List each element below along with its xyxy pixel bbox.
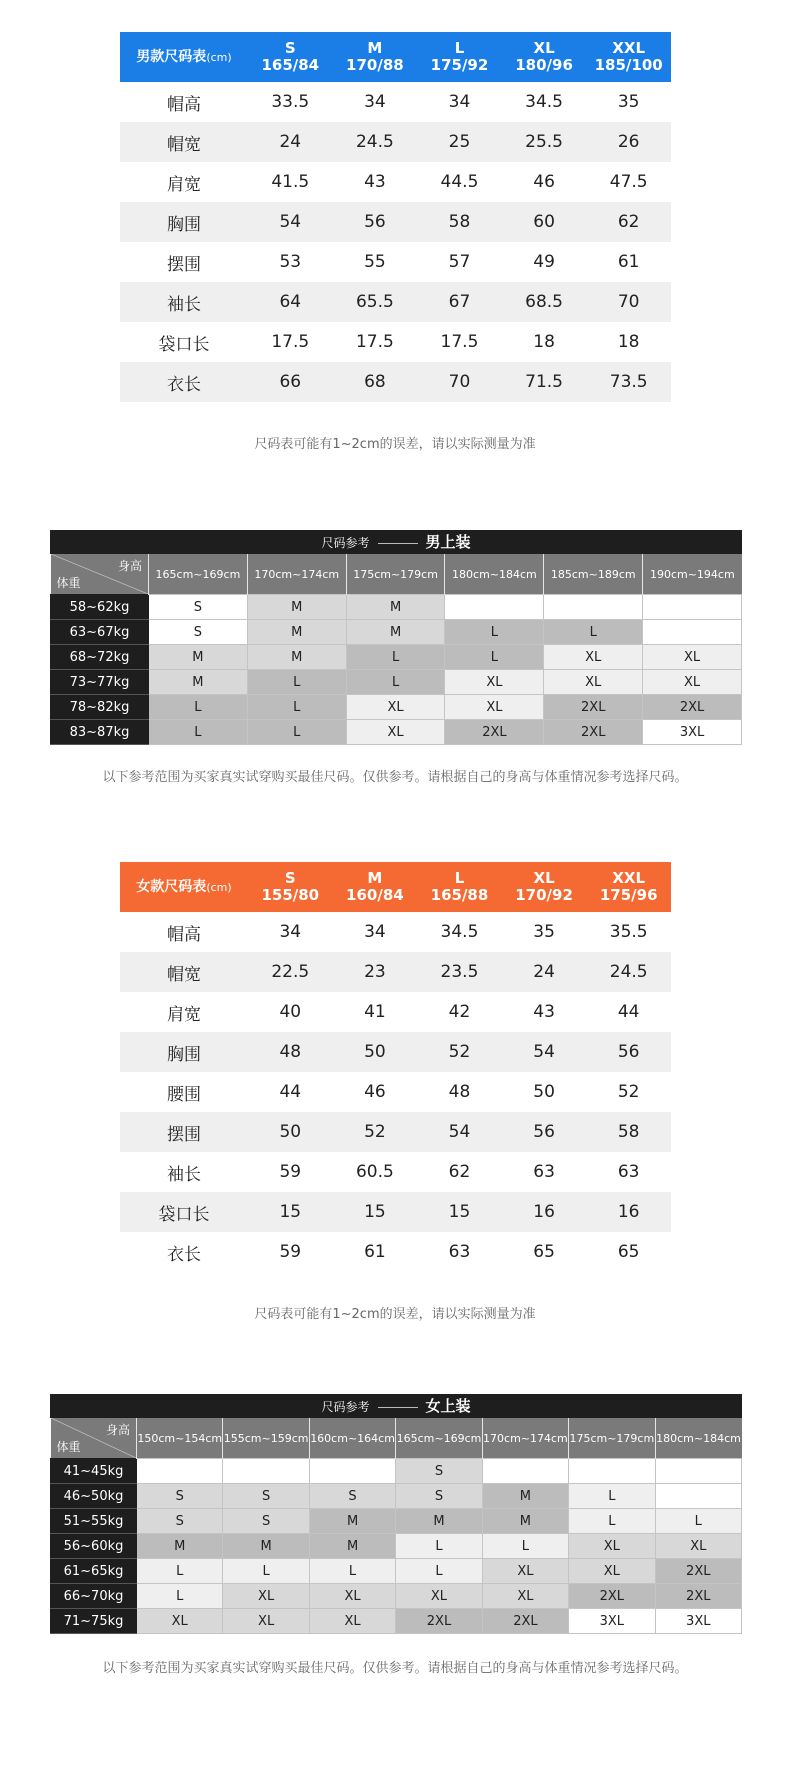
measurement-value: 60.5 [355, 1162, 394, 1182]
rec-size-cell: L [247, 695, 346, 720]
rec-size-cell: S [396, 1484, 482, 1509]
rec-size-cell: XL [482, 1559, 568, 1584]
height-header: 155cm~159cm [223, 1418, 309, 1459]
measurement-label: 袖长 [120, 282, 248, 322]
rec-size-cell: L [544, 620, 643, 645]
rec-size-cell: L [149, 695, 248, 720]
rec-size-cell: 2XL [643, 695, 742, 720]
measurement-value: 54 [502, 1032, 587, 1072]
measurement-value: 34 [279, 922, 302, 942]
measurement-value: 63 [448, 1242, 471, 1262]
men-rec-table [50, 554, 742, 745]
size-chart-row [120, 952, 671, 992]
weight-label: 83~87kg [51, 720, 149, 745]
rec-row [51, 1609, 742, 1634]
measurement-label: 胸围 [120, 1032, 248, 1072]
rec-size-cell: S [137, 1509, 223, 1534]
women-rec-note: 以下参考范围为买家真实试穿购买最佳尺码。仅供参考。请根据自己的身高与体重情况参考选择尺码。 [102, 1661, 688, 1676]
weight-label: 51~55kg [51, 1509, 137, 1534]
measurement-label: 摆围 [167, 254, 201, 275]
measurement-value: 34.5 [440, 922, 479, 942]
weight-label: 78~82kg [51, 695, 149, 720]
rec-size-cell: XL [346, 695, 445, 720]
rec-size-cell: M [309, 1534, 395, 1559]
measurement-value: 33.5 [271, 92, 310, 112]
measurement-value: 16 [502, 1192, 587, 1232]
measurement-value: 24.5 [333, 122, 418, 162]
rec-row [51, 695, 742, 720]
rec-size-cell: M [346, 620, 445, 645]
rec-size-cell: XL [643, 645, 742, 670]
men-rec-title-bar [50, 530, 742, 554]
height-header: 150cm~154cm [137, 1418, 223, 1459]
rec-size-cell: S [223, 1509, 309, 1534]
height-header: 175cm~179cm [346, 554, 445, 595]
measurement-value: 65.5 [333, 282, 418, 322]
measurement-value: 68 [333, 362, 418, 402]
rec-size-cell: S [149, 595, 248, 620]
rec-corner: 身高 体重 [51, 554, 149, 595]
men-size-recommendation [50, 530, 742, 745]
size-chart-row [120, 992, 671, 1032]
rec-size-cell: L [137, 1559, 223, 1584]
rec-size-cell: L [137, 1584, 223, 1609]
measurement-value: 41 [364, 1002, 386, 1022]
men-size-chart-title: 男款尺码表(cm) [120, 32, 248, 82]
women-size-chart-body [120, 912, 671, 1272]
size-header: L 165/88 [417, 862, 502, 912]
height-header: 170cm~174cm [247, 554, 346, 595]
measurement-value: 41.5 [271, 172, 310, 192]
rec-size-cell: L [309, 1559, 395, 1584]
size-chart-row [120, 1112, 671, 1152]
women-size-chart-title: 女款尺码表(cm) [120, 862, 248, 912]
rec-size-cell: L [445, 645, 544, 670]
measurement-label: 肩宽 [167, 174, 201, 195]
measurement-value: 62 [586, 202, 671, 242]
measurement-value: 54 [417, 1112, 502, 1152]
measurement-value: 25.5 [502, 122, 587, 162]
measurement-value: 56 [586, 1032, 671, 1072]
size-chart-row [120, 242, 671, 282]
weight-label: 58~62kg [51, 595, 149, 620]
size-header: XL 180/96 [502, 32, 587, 82]
rec-size-cell [445, 595, 544, 620]
rec-size-cell: 2XL [655, 1559, 741, 1584]
rec-size-cell [309, 1459, 395, 1484]
rec-size-cell: M [223, 1534, 309, 1559]
measurement-value: 71.5 [502, 362, 587, 402]
measurement-value: 35 [533, 922, 555, 942]
measurement-value: 50 [533, 1082, 555, 1102]
men-size-chart-header [120, 32, 671, 82]
size-chart-row [120, 162, 671, 202]
measurement-value: 15 [333, 1192, 418, 1232]
rec-size-cell: L [569, 1484, 655, 1509]
measurement-value: 17.5 [271, 332, 310, 352]
rec-size-cell: L [346, 645, 445, 670]
rec-size-cell: XL [643, 670, 742, 695]
rec-size-cell: XL [396, 1584, 482, 1609]
weight-label: 56~60kg [51, 1534, 137, 1559]
rec-size-cell: XL [137, 1609, 223, 1634]
rec-size-cell: XL [655, 1534, 741, 1559]
measurement-value: 18 [617, 332, 640, 352]
rec-row [51, 645, 742, 670]
rec-size-cell: 3XL [655, 1609, 741, 1634]
women-size-chart-note: 尺码表可能有1~2cm的误差，请以实际测量为准 [254, 1307, 536, 1322]
measurement-value: 16 [586, 1192, 671, 1232]
measurement-label: 袋口长 [158, 334, 210, 355]
rec-size-cell: L [655, 1509, 741, 1534]
measurement-label: 摆围 [120, 1112, 248, 1152]
measurement-value: 46 [364, 1082, 386, 1102]
men-size-chart [120, 32, 671, 402]
measurement-value: 65 [533, 1242, 555, 1262]
measurement-value: 24 [502, 952, 587, 992]
measurement-value: 59 [279, 1242, 302, 1262]
rec-size-cell: XL [569, 1559, 655, 1584]
rec-row [51, 595, 742, 620]
measurement-value: 52 [333, 1112, 418, 1152]
measurement-value: 66 [248, 362, 333, 402]
rec-size-cell: 3XL [643, 720, 742, 745]
measurement-value: 65 [617, 1242, 640, 1262]
rec-size-cell [655, 1459, 741, 1484]
rec-size-cell: M [247, 620, 346, 645]
rec-row [51, 720, 742, 745]
measurement-value: 23.5 [417, 952, 502, 992]
rec-size-cell: M [247, 645, 346, 670]
rec-corner: 身高 体重 [51, 1418, 137, 1459]
rec-size-cell: M [149, 670, 248, 695]
women-size-recommendation [50, 1394, 742, 1634]
weight-label: 66~70kg [51, 1584, 137, 1609]
size-chart-row [120, 282, 671, 322]
size-chart-row [120, 362, 671, 402]
rec-row [51, 670, 742, 695]
size-header: XL 170/92 [502, 862, 587, 912]
measurement-value: 47.5 [609, 172, 648, 192]
rec-size-cell: L [346, 670, 445, 695]
rec-size-cell: L [445, 620, 544, 645]
measurement-value: 46 [533, 172, 555, 192]
measurement-value: 23 [333, 952, 418, 992]
women-size-chart-header [120, 862, 671, 912]
measurement-value: 61 [617, 252, 640, 272]
rec-row [51, 1584, 742, 1609]
rec-size-cell [137, 1459, 223, 1484]
rec-size-cell: M [482, 1509, 568, 1534]
measurement-value: 73.5 [586, 362, 671, 402]
size-header: M 170/88 [333, 32, 418, 82]
rec-size-cell: 2XL [396, 1609, 482, 1634]
rec-size-cell: 3XL [569, 1609, 655, 1634]
measurement-value: 34 [364, 92, 386, 112]
weight-label: 71~75kg [51, 1609, 137, 1634]
size-chart-row [120, 1152, 671, 1192]
rec-size-cell: XL [569, 1534, 655, 1559]
measurement-value: 48 [448, 1082, 471, 1102]
measurement-value: 56 [502, 1112, 587, 1152]
rec-size-cell: 2XL [544, 695, 643, 720]
measurement-label: 袋口长 [120, 1192, 248, 1232]
measurement-value: 61 [364, 1242, 386, 1262]
height-header: 180cm~184cm [655, 1418, 741, 1459]
weight-label: 46~50kg [51, 1484, 137, 1509]
rec-size-cell: M [137, 1534, 223, 1559]
rec-size-cell: L [569, 1509, 655, 1534]
measurement-value: 63 [533, 1162, 555, 1182]
measurement-label: 袖长 [167, 1164, 201, 1185]
rec-size-cell: L [223, 1559, 309, 1584]
rec-row [51, 1484, 742, 1509]
size-header: XXL 185/100 [586, 32, 671, 82]
measurement-value: 68.5 [502, 282, 587, 322]
height-header: 170cm~174cm [482, 1418, 568, 1459]
rec-size-cell: 2XL [445, 720, 544, 745]
rec-title-small: 尺码参考 [321, 536, 370, 550]
measurement-value: 15 [417, 1192, 502, 1232]
measurement-value: 34 [448, 92, 471, 112]
rec-size-cell: L [149, 720, 248, 745]
measurement-value: 43 [533, 1002, 555, 1022]
rec-size-cell: S [223, 1484, 309, 1509]
rec-size-cell: L [482, 1534, 568, 1559]
rec-row [51, 620, 742, 645]
measurement-label: 胸围 [120, 202, 248, 242]
measurement-value: 44 [617, 1002, 640, 1022]
measurement-label: 衣长 [120, 362, 248, 402]
size-chart-row [120, 1072, 671, 1112]
rec-row [51, 1534, 742, 1559]
measurement-value: 48 [248, 1032, 333, 1072]
height-header: 180cm~184cm [445, 554, 544, 595]
measurement-value: 24 [248, 122, 333, 162]
measurement-label: 肩宽 [167, 1004, 201, 1025]
measurement-value: 35.5 [609, 922, 648, 942]
rec-size-cell: L [396, 1559, 482, 1584]
weight-label: 61~65kg [51, 1559, 137, 1584]
rec-size-cell: XL [544, 645, 643, 670]
rec-size-cell: XL [445, 695, 544, 720]
women-rec-table [50, 1418, 742, 1634]
measurement-label: 衣长 [167, 1244, 201, 1265]
rec-size-cell: L [247, 670, 346, 695]
men-size-chart-body [120, 82, 671, 402]
size-chart-row [120, 1192, 671, 1232]
measurement-value: 22.5 [248, 952, 333, 992]
measurement-value: 60 [502, 202, 587, 242]
measurement-value: 17.5 [440, 332, 479, 352]
women-rec-title-bar [50, 1394, 742, 1418]
measurement-value: 34.5 [525, 92, 563, 112]
measurement-label: 帽宽 [120, 122, 248, 162]
measurement-value: 15 [248, 1192, 333, 1232]
rec-size-cell: S [137, 1484, 223, 1509]
size-chart-row [120, 322, 671, 362]
rec-size-cell: 2XL [655, 1584, 741, 1609]
rec-size-cell [569, 1459, 655, 1484]
rec-size-cell: M [482, 1484, 568, 1509]
size-header: M 160/84 [333, 862, 418, 912]
rec-size-cell: XL [223, 1609, 309, 1634]
rec-size-cell [643, 595, 742, 620]
height-header: 160cm~164cm [309, 1418, 395, 1459]
rec-title-small: 尺码参考 [321, 1400, 370, 1414]
measurement-value: 40 [279, 1002, 302, 1022]
measurement-label: 腰围 [167, 1084, 201, 1105]
men-rec-note: 以下参考范围为买家真实试穿购买最佳尺码。仅供参考。请根据自己的身高与体重情况参考选择尺码。 [102, 770, 688, 785]
height-header: 185cm~189cm [544, 554, 643, 595]
measurement-value: 62 [448, 1162, 471, 1182]
size-chart-row [120, 122, 671, 162]
rec-size-cell: XL [223, 1584, 309, 1609]
rec-size-cell: L [247, 720, 346, 745]
measurement-value: 35 [617, 92, 640, 112]
measurement-value: 58 [417, 202, 502, 242]
rec-size-cell [482, 1459, 568, 1484]
measurement-value: 53 [279, 252, 302, 272]
men-size-chart-note: 尺码表可能有1~2cm的误差，请以实际测量为准 [254, 437, 536, 452]
height-header: 165cm~169cm [396, 1418, 482, 1459]
weight-label: 63~67kg [51, 620, 149, 645]
men-rec-header [51, 554, 742, 595]
rec-row [51, 1509, 742, 1534]
measurement-value: 70 [417, 362, 502, 402]
weight-label: 73~77kg [51, 670, 149, 695]
size-header: S 165/84 [248, 32, 333, 82]
measurement-value: 17.5 [355, 332, 394, 352]
rec-size-cell: 2XL [482, 1609, 568, 1634]
rec-size-cell: 2XL [569, 1584, 655, 1609]
size-chart-row [120, 202, 671, 242]
rec-size-cell [223, 1459, 309, 1484]
size-header: S 155/80 [248, 862, 333, 912]
measurement-label: 帽高 [167, 924, 201, 945]
weight-label: 68~72kg [51, 645, 149, 670]
measurement-label: 帽高 [167, 94, 201, 115]
rec-size-cell: M [247, 595, 346, 620]
size-header: XXL 175/96 [586, 862, 671, 912]
women-size-chart [120, 862, 671, 1272]
rec-size-cell: 2XL [544, 720, 643, 745]
rec-size-cell: M [396, 1509, 482, 1534]
measurement-label: 帽宽 [120, 952, 248, 992]
measurement-value: 52 [617, 1082, 640, 1102]
measurement-value: 44 [279, 1082, 302, 1102]
women-rec-header [51, 1418, 742, 1459]
measurement-value: 43 [364, 172, 386, 192]
measurement-value: 50 [248, 1112, 333, 1152]
rec-size-cell [655, 1484, 741, 1509]
rec-size-cell: XL [482, 1584, 568, 1609]
measurement-value: 26 [586, 122, 671, 162]
rec-size-cell: XL [309, 1609, 395, 1634]
rec-size-cell: M [309, 1509, 395, 1534]
rec-size-cell: XL [544, 670, 643, 695]
measurement-value: 59 [279, 1162, 302, 1182]
size-chart-row [120, 82, 671, 122]
measurement-value: 44.5 [440, 172, 479, 192]
height-header: 165cm~169cm [149, 554, 248, 595]
measurement-value: 42 [448, 1002, 471, 1022]
measurement-value: 55 [364, 252, 386, 272]
rec-title-big: 女上装 [425, 1397, 471, 1415]
rec-size-cell: XL [309, 1584, 395, 1609]
size-header: L 175/92 [417, 32, 502, 82]
size-chart-row [120, 1232, 671, 1272]
rec-size-cell: M [346, 595, 445, 620]
height-header: 190cm~194cm [643, 554, 742, 595]
rec-title-big: 男上装 [425, 533, 471, 551]
measurement-value: 24.5 [586, 952, 671, 992]
measurement-value: 63 [617, 1162, 640, 1182]
rec-size-cell [544, 595, 643, 620]
rec-size-cell [643, 620, 742, 645]
measurement-value: 57 [448, 252, 471, 272]
weight-label: 41~45kg [51, 1459, 137, 1484]
measurement-value: 64 [248, 282, 333, 322]
rec-size-cell: XL [445, 670, 544, 695]
measurement-value: 67 [417, 282, 502, 322]
measurement-value: 50 [333, 1032, 418, 1072]
women-rec-body [51, 1459, 742, 1634]
height-header: 175cm~179cm [569, 1418, 655, 1459]
measurement-value: 18 [533, 332, 555, 352]
rec-size-cell: M [149, 645, 248, 670]
rec-size-cell: S [149, 620, 248, 645]
rec-row [51, 1459, 742, 1484]
size-chart-row [120, 1032, 671, 1072]
measurement-value: 49 [533, 252, 555, 272]
rec-size-cell: S [396, 1459, 482, 1484]
size-chart-row [120, 912, 671, 952]
measurement-value: 52 [417, 1032, 502, 1072]
rec-size-cell: XL [346, 720, 445, 745]
rec-row [51, 1559, 742, 1584]
rec-size-cell: S [309, 1484, 395, 1509]
measurement-value: 34 [364, 922, 386, 942]
men-rec-body [51, 595, 742, 745]
measurement-value: 54 [248, 202, 333, 242]
measurement-value: 58 [586, 1112, 671, 1152]
rec-size-cell: L [396, 1534, 482, 1559]
measurement-value: 25 [417, 122, 502, 162]
measurement-value: 70 [586, 282, 671, 322]
measurement-value: 56 [333, 202, 418, 242]
